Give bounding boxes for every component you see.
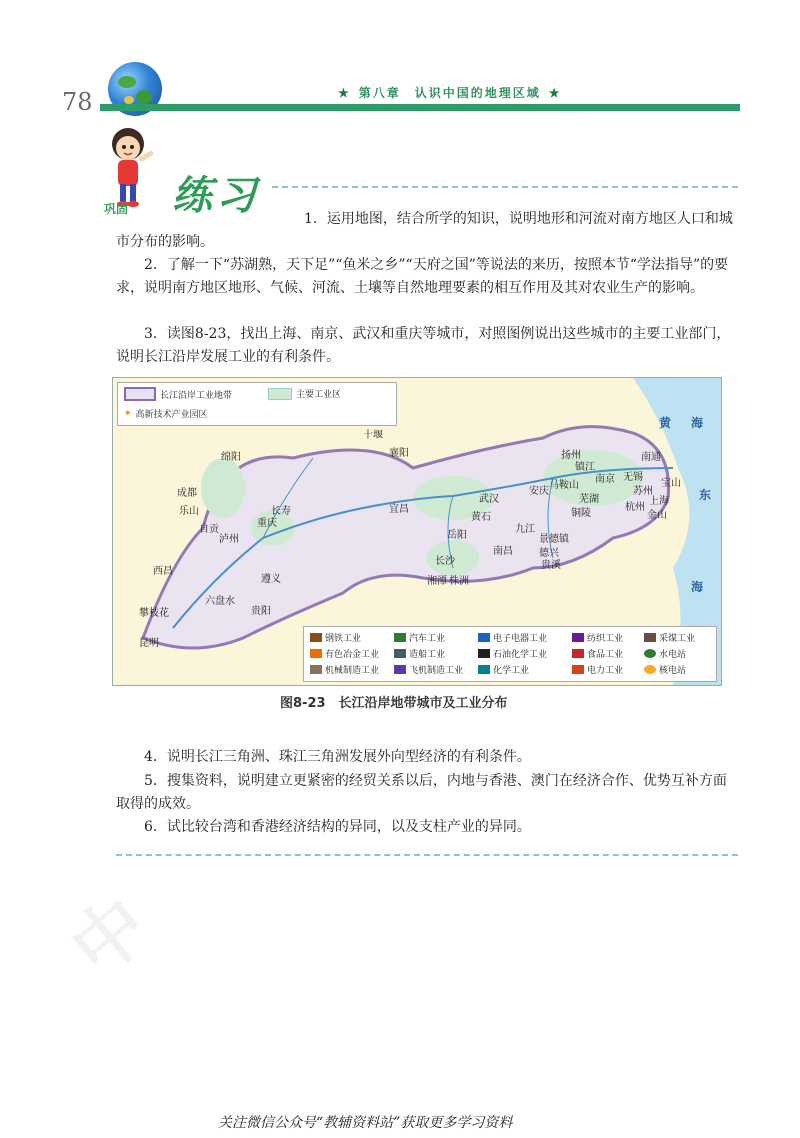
page-number: 78 [62, 88, 93, 116]
city-label: 扬州 [561, 450, 581, 461]
auto-icon [394, 633, 406, 642]
city-label: 南通 [641, 452, 661, 463]
mascot-icon [98, 122, 162, 208]
city-label: 南昌 [493, 546, 513, 557]
chemical-icon [478, 665, 490, 674]
hitech-icon: ✷ [124, 408, 132, 419]
city-label: 岳阳 [447, 530, 467, 541]
metallurgy-icon [310, 649, 322, 658]
city-label: 六盘水 [205, 596, 235, 607]
textile-icon [572, 633, 584, 642]
city-label: 无锡 [623, 472, 643, 483]
city-label: 镇江 [575, 462, 595, 473]
city-label: 长寿 [271, 506, 291, 517]
section-title: 练习 [172, 172, 260, 219]
aircraft-icon [394, 665, 406, 674]
city-label: 武汉 [479, 494, 499, 505]
city-label: 攀枝花 [139, 608, 169, 619]
exercise-6: 6．试比较台湾和香港经济结构的异同，以及支柱产业的异同。 [144, 819, 531, 835]
map-legend-bottom: 钢铁工业 汽车工业 电子电器工业 纺织工业 采煤工业 有色冶金工业 造船工业 石油化学工业 食品工业 水电站 机械制造工业 飞机制造工业 化学工业 电力工业 核电站 [303, 626, 717, 682]
city-label: 上海 [649, 496, 669, 507]
map-legend-top: 长江沿岸工业地带 主要工业区 ✷ 高新技术产业园区 [117, 382, 397, 426]
section-subtitle: 巩固 [104, 202, 129, 216]
city-label: 自贡 [199, 524, 219, 535]
sea-label: 海 [691, 580, 704, 594]
city-label: 景德镇 [539, 534, 569, 545]
city-label: 金山 [647, 510, 667, 521]
machine-icon [310, 665, 322, 674]
city-label: 遵义 [261, 574, 281, 585]
sea-label: 东 [699, 488, 712, 502]
sea-label: 黄 [659, 416, 672, 430]
star-icon: ★ [548, 86, 562, 100]
figure-caption: 图8-23 长江沿岸地带城市及工业分布 [280, 696, 508, 711]
city-label: 重庆 [257, 518, 277, 529]
city-label: 芜湖 [579, 494, 599, 505]
watermark: 中 [54, 880, 165, 992]
city-label: 湘潭 [427, 576, 447, 587]
city-label: 西昌 [153, 566, 173, 577]
nuclear-icon [644, 665, 656, 674]
city-label: 安庆 [529, 486, 549, 497]
city-label: 绵阳 [221, 452, 241, 463]
sea-label: 海 [691, 416, 704, 430]
city-label: 成都 [177, 488, 197, 499]
city-label: 贵阳 [251, 606, 271, 617]
city-label: 株洲 [449, 576, 469, 587]
chapter-title: ★ 第八章 认识中国的地理区域 ★ [338, 86, 562, 100]
city-label: 襄阳 [389, 448, 409, 459]
city-label: 泸州 [219, 534, 239, 545]
exercise-4: 4．说明长江三角洲、珠江三角洲发展外向型经济的有利条件。 [144, 749, 531, 765]
food-icon [572, 649, 584, 658]
city-label: 十堰 [363, 430, 383, 441]
star-icon: ★ [338, 86, 351, 100]
exercise-5: 5．搜集资料，说明建立更紧密的经贸关系以后，内地与香港、澳门在经济合作、优势互补方面取得的成效。 [116, 773, 727, 812]
city-label: 德兴 [539, 548, 559, 559]
city-label: 长沙 [435, 556, 455, 567]
divider [272, 186, 738, 188]
divider [116, 854, 738, 856]
power-icon [572, 665, 584, 674]
city-label: 宝山 [661, 478, 681, 489]
city-label: 昆明 [139, 638, 159, 649]
city-label: 苏州 [633, 486, 653, 497]
city-label: 宜昌 [389, 504, 409, 515]
ship-icon [394, 649, 406, 658]
city-label: 马鞍山 [549, 480, 579, 491]
exercise-1: 1．运用地图，结合所学的知识，说明地形和河流对南方地区人口和城市分布的影响。 [116, 211, 733, 250]
city-label: 黄石 [471, 512, 491, 523]
city-label: 杭州 [625, 502, 645, 513]
hydro-icon [644, 649, 656, 658]
industry-map [112, 377, 722, 686]
petro-icon [478, 649, 490, 658]
exercise-2: 2．了解一下“苏湖熟，天下足”“鱼米之乡”“天府之国”等说法的来历，按照本节“学法指导”的要求，说明南方地区地形、气候、河流、土壤等自然地理要素的相互作用及其对农业生产的影响。 [116, 257, 729, 296]
city-label: 乐山 [179, 506, 199, 517]
electronics-icon [478, 633, 490, 642]
exercise-3: 3．读图8-23，找出上海、南京、武汉和重庆等城市，对照图例说出这些城市的主要工业部门，说明长江沿岸发展工业的有利条件。 [116, 326, 731, 365]
city-label: 九江 [515, 524, 535, 535]
city-label: 南京 [595, 474, 615, 485]
coal-icon [644, 633, 656, 642]
steel-icon [310, 633, 322, 642]
footer-text: 关注微信公众号“教辅资料站”获取更多学习资料 [218, 1115, 513, 1131]
city-label: 铜陵 [571, 508, 591, 519]
city-label: 贵溪 [541, 560, 561, 571]
header-bar [100, 104, 740, 111]
